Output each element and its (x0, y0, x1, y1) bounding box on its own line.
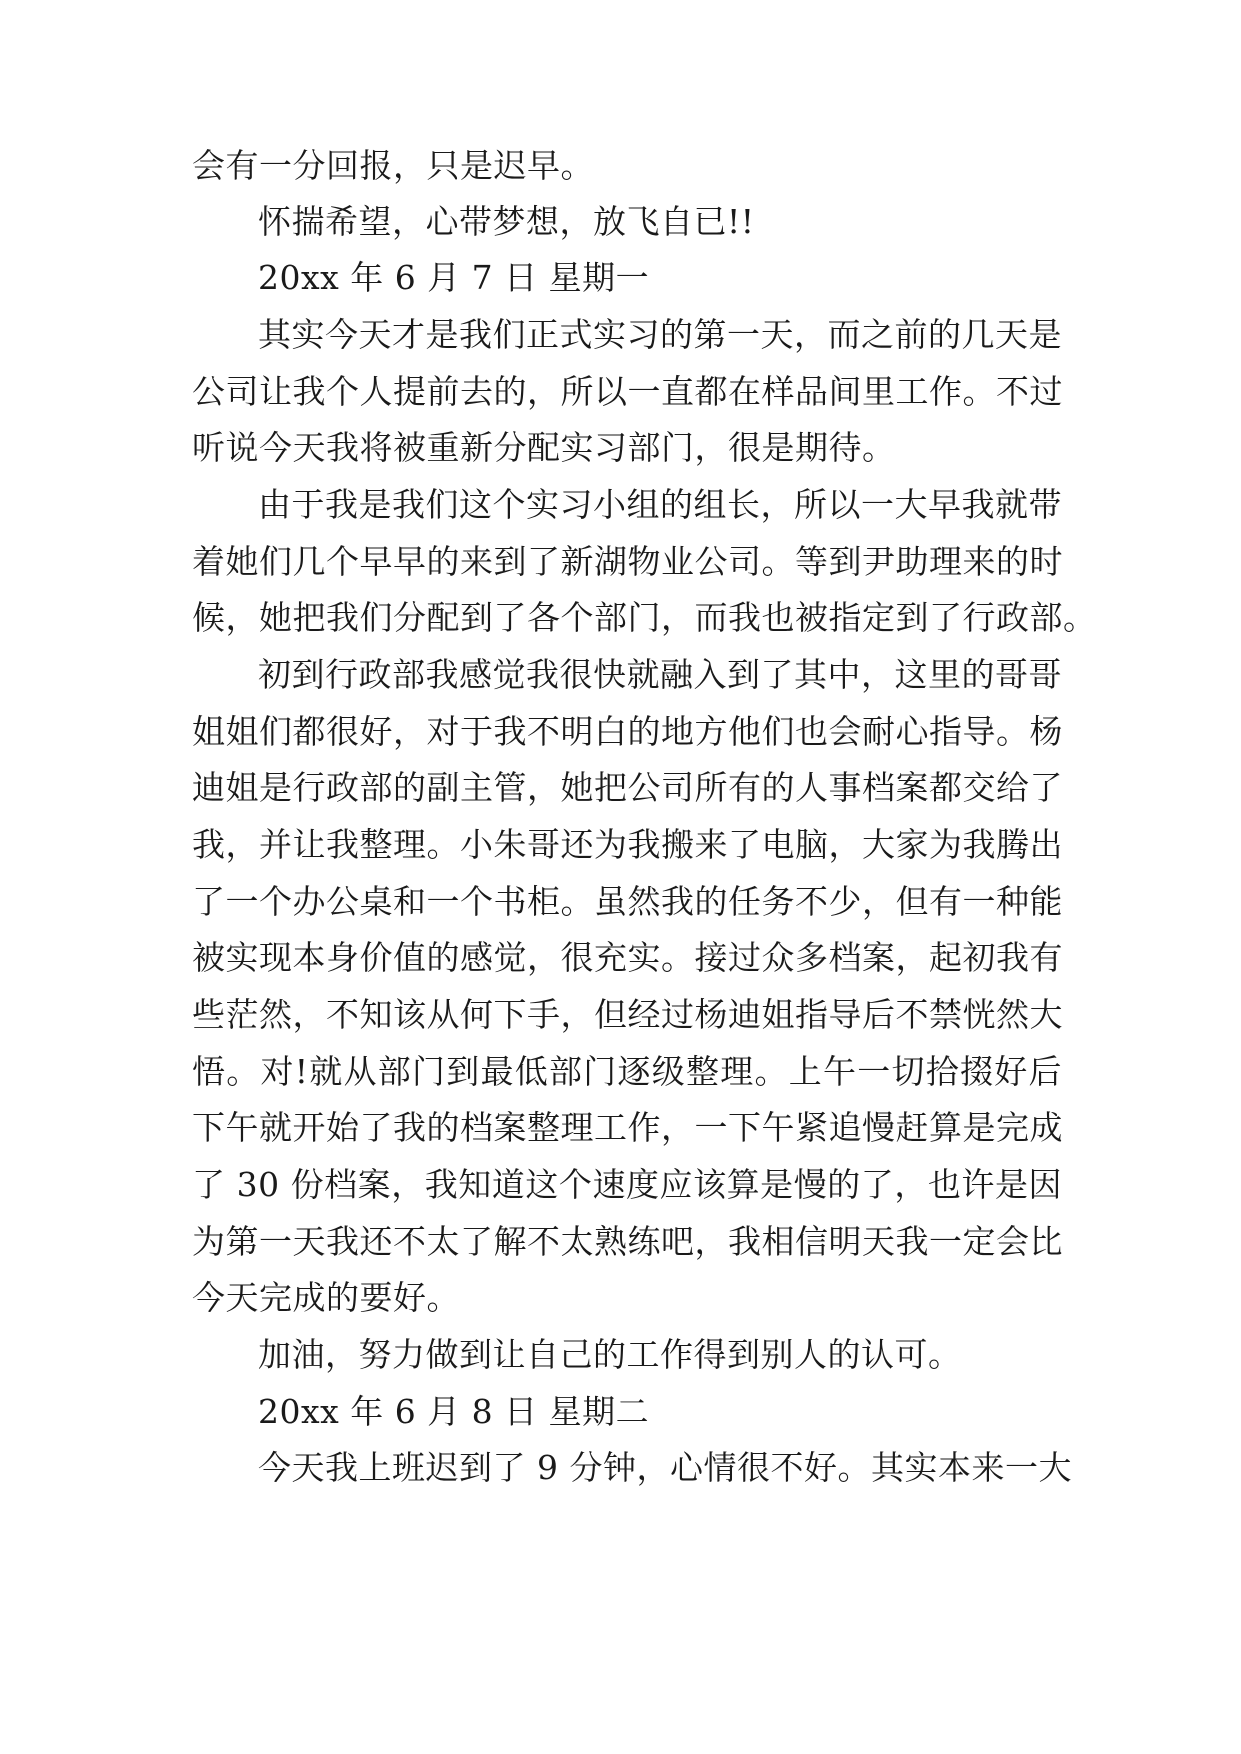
text-line: 听说今天我将被重新分配实习部门，很是期待。 (192, 428, 896, 467)
text-line: 今天完成的要好。 (192, 1278, 460, 1317)
text-line: 公司让我个人提前去的，所以一直都在样品间里工作。不过 (192, 372, 1063, 411)
text-line: 悟。对!就从部门到最低部门逐级整理。上午一切拾掇好后 (192, 1052, 1062, 1091)
text-line: 迪姐是行政部的副主管，她把公司所有的人事档案都交给了 (192, 768, 1063, 807)
text-line: 为第一天我还不太了解不太熟练吧，我相信明天我一定会比 (192, 1222, 1063, 1261)
text-line: 下午就开始了我的档案整理工作，一下午紧追慢赶算是完成 (192, 1108, 1063, 1147)
text-line: 候，她把我们分配到了各个部门，而我也被指定到了行政部。 (192, 598, 1097, 637)
text-line: 着她们几个早早的来到了新湖物业公司。等到尹助理来的时 (192, 542, 1063, 581)
text-line: 了 30 份档案，我知道这个速度应该算是慢的了，也许是因 (192, 1165, 1062, 1204)
date-heading: 20xx 年 6 月 7 日 星期一 (258, 258, 650, 297)
date-heading: 20xx 年 6 月 8 日 星期二 (258, 1392, 650, 1431)
text-line: 我，并让我整理。小朱哥还为我搬来了电脑，大家为我腾出 (192, 825, 1063, 864)
text-line: 初到行政部我感觉我很快就融入到了其中，这里的哥哥 (258, 655, 1062, 694)
text-line: 由于我是我们这个实习小组的组长，所以一大早我就带 (258, 485, 1062, 524)
text-line: 姐姐们都很好，对于我不明白的地方他们也会耐心指导。杨 (192, 712, 1063, 751)
text-line: 怀揣希望，心带梦想，放飞自已!! (258, 202, 755, 241)
text-line: 今天我上班迟到了 9 分钟，心情很不好。其实本来一大 (258, 1448, 1072, 1487)
text-line: 加油，努力做到让自己的工作得到别人的认可。 (258, 1335, 962, 1374)
text-line: 被实现本身价值的感觉，很充实。接过众多档案，起初我有 (192, 938, 1063, 977)
text-line: 了一个办公桌和一个书柜。虽然我的任务不少，但有一种能 (192, 882, 1063, 921)
text-line: 些茫然，不知该从何下手，但经过杨迪姐指导后不禁恍然大 (192, 995, 1063, 1034)
text-line: 会有一分回报，只是迟早。 (192, 146, 594, 185)
text-line: 其实今天才是我们正式实习的第一天，而之前的几天是 (258, 315, 1062, 354)
